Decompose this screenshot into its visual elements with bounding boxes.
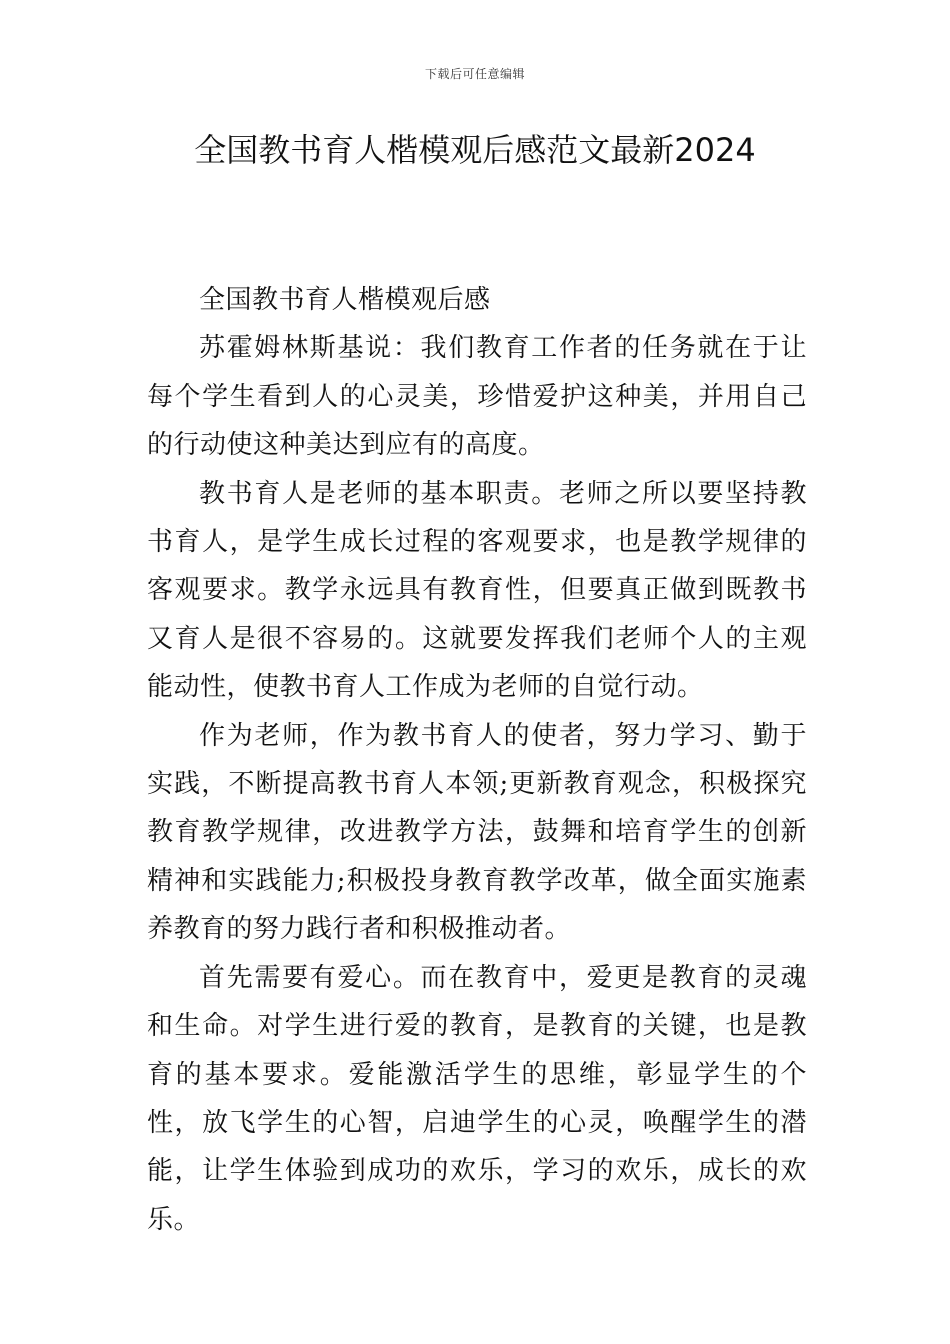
paragraph-envoy: 作为老师，作为教书育人的使者，努力学习、勤于实践，不断提高教书育人本领;更新教育观念，积极探究教育教学规律，改进教学方法，鼓舞和培育学生的创新精神和实践能力;积极投身教育教学改革，做全面实施素养教育的努力践行者和积极推动者。 [147, 720, 807, 945]
document-subtitle: 全国教书育人楷模观后感 [199, 285, 491, 315]
paragraph-love: 首先需要有爱心。而在教育中，爱更是教育的灵魂和生命。对学生进行爱的教育，是教育的关键，也是教育的基本要求。爱能激活学生的思维，彰显学生的个性，放飞学生的心智，启迪学生的心灵，唤醒学生的潜能，让学生体验到成功的欢乐，学习的欢乐，成长的欢乐。 [147, 962, 807, 1235]
document-body [147, 276, 807, 1244]
paragraph-duty: 教书育人是老师的基本职责。老师之所以要坚持教书育人，是学生成长过程的客观要求，也是教学规律的客观要求。教学永远具有教育性，但要真正做到既教书又育人是很不容易的。这就要发挥我们老师个人的主观能动性，使教书育人工作成为老师的自觉行动。 [147, 478, 807, 703]
document-title: 全国教书育人楷模观后感范文最新2024 [194, 131, 756, 169]
header-note: 下载后可任意编辑 [424, 67, 525, 81]
paragraph-quote: 苏霍姆林斯基说：我们教育工作者的任务就在于让每个学生看到人的心灵美，珍惜爱护这种美，并用自己的行动使这种美达到应有的高度。 [147, 333, 807, 461]
